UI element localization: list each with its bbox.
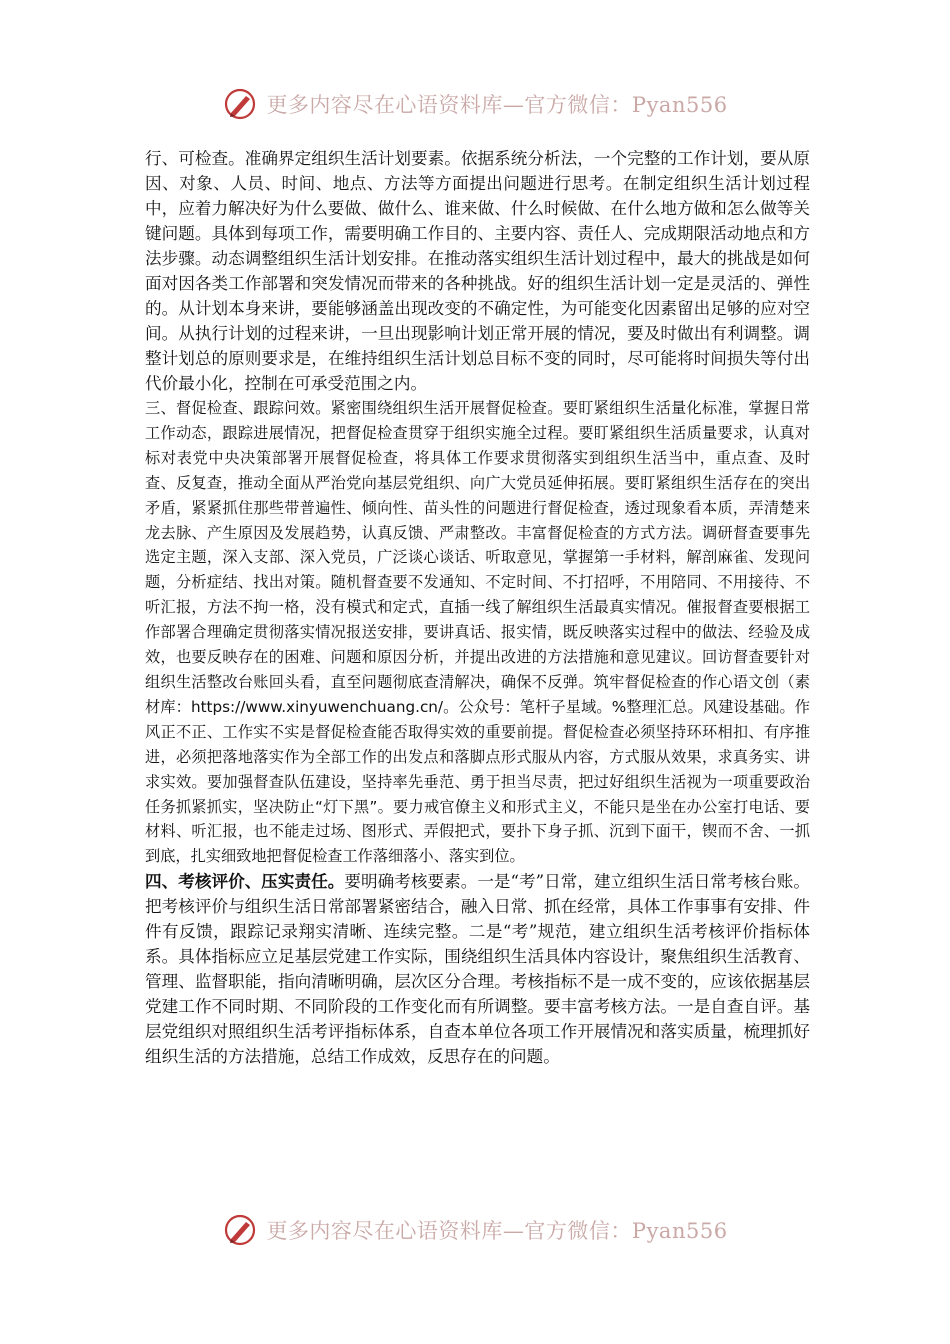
- header-watermark-banner: [0, 80, 950, 128]
- paragraph-plan-elements: 行、可检查。准确界定组织生活计划要素。依据系统分析法，一个完整的工作计划，要从原因、对象、人员、时间、地点、方法等方面提出问题进行思考。在制定组织生活计划过程中，应着力解决好为什么要做、做什么、谁来做、什么时候做、在什么地方做和怎么做等关键问题。具体到每项工作，需要明确工作目的、主要内容、责任人、完成期限活动地点和方法步骤。动态调整组织生活计划安排。在推动落实组织生活计划过程中，最大的挑战是如何面对因各类工作部署和突发情况而带来的各种挑战。好的组织生活计划一定是灵活的、弹性的。从计划本身来讲，要能够涵盖出现改变的不确定性，为可能变化因素留出足够的应对空间。从执行计划的过程来讲，一旦出现影响计划正常开展的情况，要及时做出有利调整。调整计划总的原则要求是，在维持组织生活计划总目标不变的同时，尽可能将时间损失等付出代价最小化，控制在可承受范围之内。: [145, 149, 810, 393]
- footer-watermark-banner: [0, 1206, 950, 1254]
- paragraph-assessment-body: 要明确考核要素。一是“考”日常，建立组织生活日常考核台账。把考核评价与组织生活日常部署紧密结合，融入日常、抓在经常，具体工作事事有安排、件件有反馈，跟踪记录翔实清晰、连续完整。二是“考”规范，建立组织生活考核评价指标体系。具体指标应立足基层党建工作实际，围绕组织生活具体内容设计，聚焦组织生活教育、管理、监督职能，指向清晰明确，层次区分合理。考核指标不是一成不变的，应该依据基层党建工作不同时期、不同阶段的工作变化而有所调整。要丰富考核方法。一是自查自评。基层党组织对照组织生活考评指标体系，自查本单位各项工作开展情况和落实质量，梳理抓好组织生活的方法措施，总结工作成效，反思存在的问题。: [145, 872, 810, 1067]
- section-heading-assessment: 四、考核评价、压实责任。: [145, 871, 345, 892]
- watermark-group: [222, 1212, 727, 1248]
- document-body: [145, 146, 810, 1069]
- watermark-text: 更多内容尽在心语资料库—官方微信：Pyan556: [266, 93, 728, 117]
- paragraph-assessment: [145, 869, 810, 1069]
- paragraph-supervision: 三、督促检查、跟踪问效。紧密围绕组织生活开展督促检查。要盯紧组织生活量化标准，掌握日常工作动态，跟踪进展情况，把督促检查贯穿于组织实施全过程。要盯紧组织生活质量要求，认真对标对表党中央决策部署开展督促检查，将具体工作要求贯彻落实到组织生活当中，重点查、及时查、反复查，推动全面从严治党向基层党组织、向广大党员延伸拓展。要盯紧组织生活存在的突出矛盾，紧紧抓住那些带普遍性、倾向性、苗头性的问题进行督促检查，透过现象看本质，弄清楚来龙去脉、产生原因及发展趋势，认真反馈、严肃整改。丰富督促检查的方式方法。调研督查要事先选定主题，深入支部、深入党员，广泛谈心谈话、听取意见，掌握第一手材料，解剖麻雀、发现问题，分析症结、找出对策。随机督查要不发通知、不定时间、不打招呼，不用陪同、不用接待、不听汇报，方法不拘一格，没有模式和定式，直插一线了解组织生活最真实情况。催报督查要根据工作部署合理确定贯彻落实情况报送安排，要讲真话、报实情，既反映落实过程中的做法、经验及成效，也要反映存在的困难、问题和原因分析，并提出改进的方法措施和意见建议。回访督查要针对组织生活整改台账回头看，直至问题彻底查清解决，确保不反弹。筑牢督促检查的作心语文创（素材库：https://www.xinyuwenchuang.cn/。公众号：笔杆子星域。%整理汇总。风建设基础。作风正不正、工作实不实是督促检查能否取得实效的重要前提。督促检查必须坚持环环相扣、有序推进，必须把落地落实作为全部工作的出发点和落脚点形式服从内容，方式服从效果，求真务实、讲求实效。要加强督查队伍建设，坚持率先垂范、勇于担当尽责，把过好组织生活视为一项重要政治任务抓紧抓实，坚决防止“灯下黑”。要力戒官僚主义和形式主义，不能只是坐在办公室打电话、要材料、听汇报，也不能走过场、图形式、弄假把式，要扑下身子抓、沉到下面干，锲而不舍、一抓到底，扎实细致地把督促检查工作落细落小、落实到位。: [145, 399, 810, 866]
- pen-logo-icon: [222, 86, 258, 122]
- watermark-group: [222, 86, 727, 122]
- watermark-text: 更多内容尽在心语资料库—官方微信：Pyan556: [266, 1219, 728, 1243]
- pen-logo-icon: [222, 1212, 258, 1248]
